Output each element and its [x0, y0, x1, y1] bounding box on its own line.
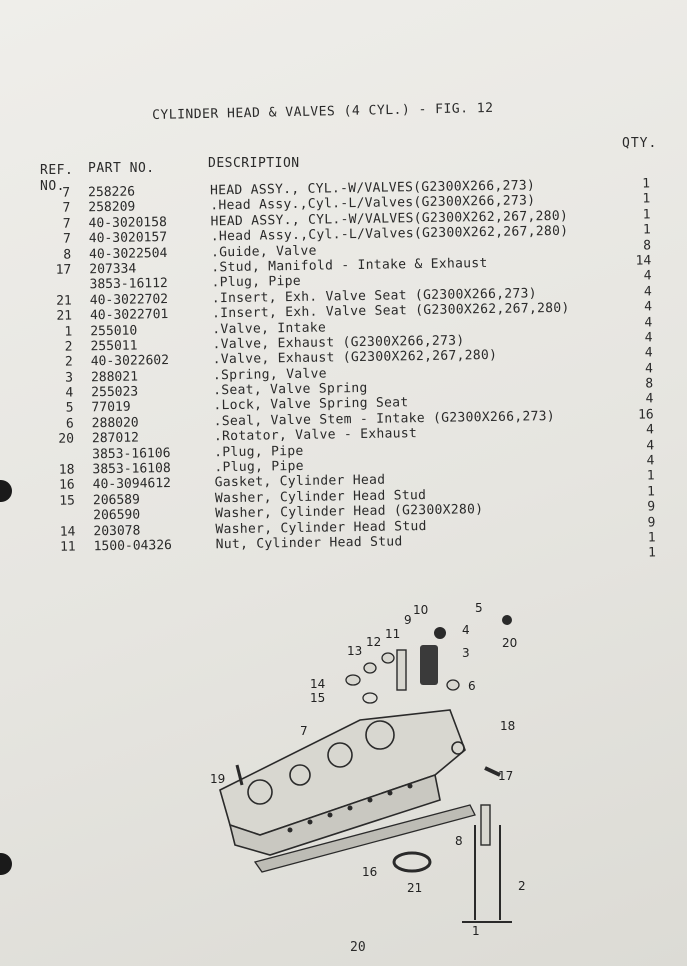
exploded-diagram [200, 600, 530, 940]
ref-cell: 2 [64, 354, 73, 370]
callout-label: 14 [310, 677, 326, 691]
part-number-cell: 40-3020158 [88, 214, 167, 232]
callout-label: 6 [468, 679, 476, 693]
valve-spring [420, 645, 438, 685]
qty-cell: 4 [644, 361, 654, 377]
part-number-cell: 255023 [91, 384, 139, 401]
callout-label: 9 [404, 613, 412, 627]
callout-label: 17 [498, 769, 514, 783]
callout-label: 2 [518, 879, 526, 893]
description-cell: .Plug, Pipe [211, 274, 302, 291]
part-number-cell: 40-3094612 [92, 476, 172, 493]
valve-rotator [502, 615, 512, 625]
description-cell: .Insert, Exh. Valve Seat (G2300X262,267,280) [211, 300, 570, 322]
callout-label: 10 [413, 603, 429, 617]
ref-cell: 2 [64, 339, 73, 355]
ref-cell: 18 [58, 462, 75, 478]
spring-seat [434, 627, 446, 639]
description-cell: Gasket, Cylinder Head [214, 473, 386, 491]
part-number-cell: 40-3022602 [90, 353, 170, 370]
part-no-header: PART NO. [88, 161, 155, 176]
description-cell: .Seal, Valve Stem - Intake (G2300X266,273) [213, 408, 556, 430]
part-number-cell: 288020 [91, 415, 139, 432]
cylinder-head-drawing [220, 710, 465, 855]
qty-cell: 4 [644, 345, 653, 361]
qty-cell: 8 [643, 237, 652, 254]
ref-cell: 20 [58, 431, 75, 447]
part-number-cell: 40-3022701 [89, 307, 169, 324]
description-cell: .Stud, Manifold - Intake & Exhaust [211, 255, 488, 276]
qty-cell: 4 [645, 422, 655, 438]
valve-guide [481, 805, 490, 845]
ref-cell: 4 [65, 385, 74, 401]
description-cell: Washer, Cylinder Head Stud [214, 487, 427, 507]
ref-cell: 11 [59, 539, 76, 555]
callout-label: 15 [310, 691, 326, 705]
cylinder-head-nut [382, 653, 394, 663]
callout-label: 11 [385, 627, 401, 641]
part-number-cell: 77019 [91, 400, 131, 416]
description-cell: .Insert, Exh. Valve Seat (G2300X266,273) [211, 285, 537, 307]
description-cell: HEAD ASSY., CYL.-W/VALVES(G2300X266,273) [209, 178, 536, 199]
qty-cell: 4 [644, 330, 653, 346]
qty-cell: 9 [647, 499, 656, 515]
part-number-cell: 40-3022504 [88, 245, 168, 262]
ref-cell: 3 [65, 370, 74, 386]
ref-cell: 14 [59, 524, 76, 540]
part-number-cell: 40-3022702 [89, 291, 169, 308]
description-cell: .Guide, Valve [210, 243, 317, 260]
ref-cell: 21 [56, 308, 73, 324]
callout-label: 21 [407, 881, 423, 895]
ref-cell: 15 [59, 493, 76, 509]
description-cell: Washer, Cylinder Head (G2300X280) [215, 502, 484, 522]
description-cell: Washer, Cylinder Head Stud [215, 518, 427, 537]
callout-label: 8 [455, 834, 463, 848]
callout-label: 3 [462, 646, 470, 660]
description-cell: .Head Assy.,Cyl.-L/Valves(G2300X266,273) [210, 193, 536, 214]
page-title: CYLINDER HEAD & VALVES (4 CYL.) - FIG. 12 [152, 100, 494, 123]
callout-label: 12 [366, 635, 382, 649]
description-cell: .Valve, Exhaust (G2300X266,273) [212, 333, 465, 353]
description-cell: .Lock, Valve Spring Seat [213, 395, 409, 414]
part-number-cell: 255010 [90, 323, 138, 339]
ref-header: REF. [40, 163, 74, 178]
qty-cell: 4 [643, 268, 652, 284]
part-number-cell: 206590 [93, 507, 141, 524]
cylinder-head-nut [364, 663, 376, 673]
valve-stem [397, 650, 406, 690]
qty-cell: 4 [646, 438, 655, 454]
ref-cell: 6 [65, 416, 74, 432]
qty-cell: 1 [642, 207, 651, 223]
description-cell: .Plug, Pipe [214, 458, 304, 476]
ref-cell: 1 [64, 324, 73, 340]
part-number-cell: 203078 [93, 523, 141, 539]
part-number-cell: 255011 [90, 338, 138, 355]
part-number-cell: 206589 [92, 492, 141, 509]
callout-label: 1 [472, 924, 480, 938]
head-stud-washer [363, 693, 377, 703]
ref-cell: 5 [65, 400, 74, 417]
part-number-cell: 3853-16112 [89, 276, 168, 293]
description-cell: .Spring, Valve [212, 366, 327, 383]
cylinder-head-nut [346, 675, 360, 685]
qty-cell: 4 [645, 391, 654, 407]
part-number-cell: 1500-04326 [93, 537, 173, 555]
part-number-cell: 287012 [91, 430, 140, 447]
description-header: DESCRIPTION [208, 156, 300, 171]
callout-label: 7 [300, 724, 308, 738]
description-cell: .Valve, Intake [212, 320, 327, 337]
qty-cell: 1 [647, 545, 656, 561]
ref-cell: 17 [55, 262, 72, 278]
ref-cell: 16 [58, 477, 75, 494]
qty-cell: 4 [644, 299, 653, 315]
ref-cell: 7 [62, 185, 71, 201]
part-number-cell: 207334 [89, 261, 137, 278]
ref-header-no: NO. [40, 179, 65, 194]
callout-label: 5 [475, 601, 483, 615]
callout-label: 13 [347, 644, 363, 658]
callout-label: 19 [210, 772, 226, 786]
qty-cell: 16 [637, 407, 654, 423]
part-number-cell: 3853-16108 [92, 461, 171, 478]
callout-label: 4 [462, 623, 470, 637]
page-number: 20 [350, 940, 366, 955]
ref-cell: 8 [63, 247, 72, 263]
qty-cell: 1 [646, 468, 655, 484]
description-cell: .Head Assy.,Cyl.-L/Valves(G2300X262,267,280) [210, 223, 569, 245]
description-cell: .Plug, Pipe [214, 443, 304, 460]
description-cell: .Valve, Exhaust (G2300X262,267,280) [212, 348, 498, 368]
qty-cell: 1 [647, 530, 656, 546]
qty-cell: 14 [635, 253, 652, 269]
qty-cell: 1 [642, 222, 651, 238]
qty-cell: 4 [644, 314, 653, 331]
qty-header: QTY. [622, 136, 658, 151]
part-number-cell: 288021 [90, 369, 139, 385]
qty-cell: 1 [646, 484, 655, 500]
part-number-cell: 3853-16106 [92, 445, 171, 462]
parts-table [0, 176, 687, 572]
ref-cell: 7 [62, 231, 71, 247]
qty-cell: 1 [642, 191, 651, 207]
callout-label: 18 [500, 719, 516, 733]
callout-label: 16 [362, 865, 378, 879]
part-number-cell: 258209 [88, 199, 136, 216]
callout-label: 20 [502, 636, 518, 650]
ref-cell: 21 [56, 293, 72, 309]
description-cell: .Seat, Valve Spring [213, 380, 368, 399]
ref-cell: 7 [62, 200, 71, 217]
qty-cell: 8 [645, 376, 654, 392]
binder-hole [0, 853, 12, 875]
qty-cell: 4 [643, 284, 652, 300]
valve-stem-seal [447, 680, 459, 690]
description-cell: .Rotator, Valve - Exhaust [213, 426, 418, 445]
part-number-cell: 40-3020157 [88, 230, 168, 247]
description-cell: Nut, Cylinder Head Stud [215, 534, 403, 553]
description-cell: HEAD ASSY., CYL.-W/VALVES(G2300X262,267,280) [210, 208, 569, 230]
ref-cell: 7 [62, 216, 71, 232]
valve-seat-insert [394, 853, 430, 871]
part-number-cell: 258226 [87, 184, 136, 201]
qty-cell: 9 [647, 514, 656, 531]
qty-cell: 1 [642, 176, 651, 192]
qty-cell: 4 [646, 453, 655, 469]
